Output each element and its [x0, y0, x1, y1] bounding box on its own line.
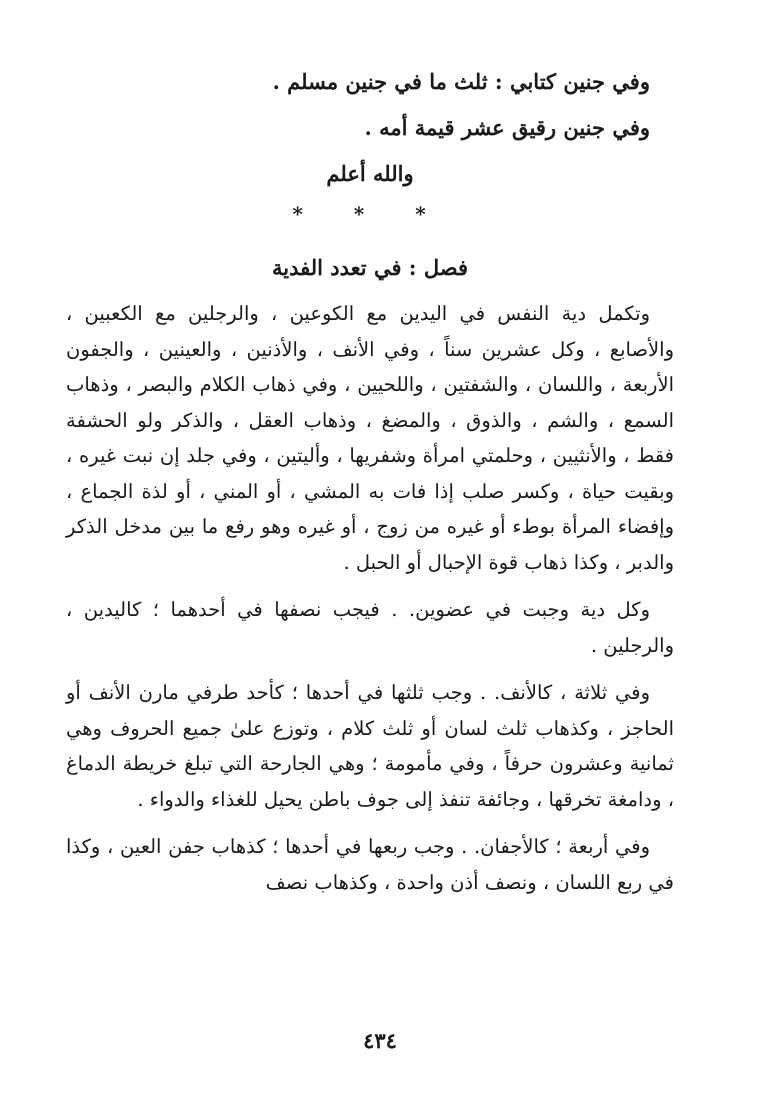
section-title: فصل : في تعدد الفدية: [271, 255, 469, 280]
header-line-1: وفي جنين كتابي : ثلث ما في جنين مسلم .: [272, 69, 650, 94]
page-body: [66, 68, 674, 912]
header-line-2: وفي جنين رقيق عشر قيمة أمه .: [364, 115, 650, 140]
paragraph-4: وفي أربعة ؛ كالأجفان. . وجب ربعها في أحدها ؛ كذهاب جفن العين ، وكذا في ربع اللسان ، ونصف أذن واحدة ، وكذهاب نصف: [66, 835, 674, 894]
section-divider: * * *: [292, 202, 448, 226]
paragraph-3: وفي ثلاثة ، كالأنف. . وجب ثلثها في أحدها ؛ كأحد طرفي مارن الأنف أو الحاجز ، وكذهاب ثلث لسان أو ثلث كلام ، وتوزع علىٰ جميع الحروف وهي ثمانية وعشرون حرفاً ، وفي مأمومة ؛ وهي الجارحة التي تبلغ خريطة الدماغ ، ودامغة تخرقها ، وجائفة تنفذ إلى جوف باطن يحيل للغذاء والدواء .: [66, 681, 674, 811]
page-number: ٤٣٤: [363, 1028, 397, 1053]
paragraph-2: وكل دية وجبت في عضوين. . فيجب نصفها في أحدهما ؛ كاليدين ، والرجلين .: [66, 598, 674, 657]
paragraph-1: وتكمل دية النفس في اليدين مع الكوعين ، والرجلين مع الكعبين ، والأصابع ، وكل عشرين سناً ، وفي الأنف ، والأذنين ، والعينين ، والجفون الأربعة ، واللسان ، والشفتين ، واللحيين ، وفي ذهاب الكلام والبصر ، وذهاب السمع ، والشم ، والذوق ، والمضغ ، وذهاب العقل ، والذكر ولو الحشفة فقط ، والأنثيين ، وحلمتي امرأة وشفريها ، وأليتين ، وفي جلد إن نبت غيره ، وبقيت حياة ، وكسر صلب إذا فات به المشي ، أو المني ، أو لذة الجماع ، وإفضاء المرأة بوطء أو غيره من زوج ، أو غيره وهو رفع ما بين مدخل الذكر والدبر ، وكذا ذهاب قوة الإحبال أو الحبل .: [66, 302, 674, 574]
closing-phrase: والله أعلم: [326, 161, 414, 186]
